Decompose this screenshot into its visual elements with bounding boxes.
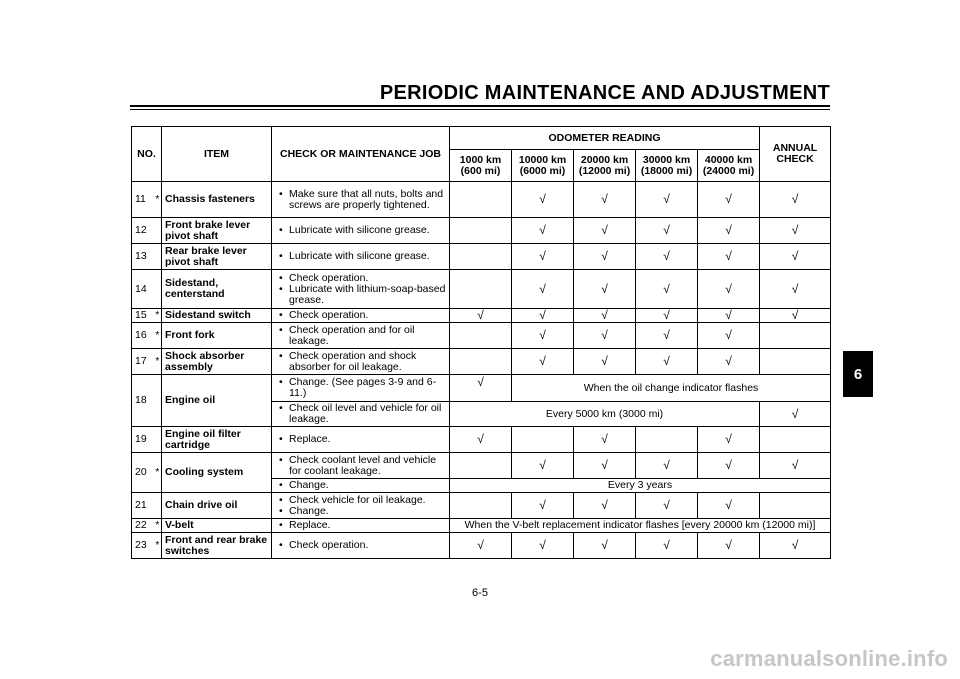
row-star: * [154,323,162,349]
row-item: Sidestand switch [162,309,272,323]
check-mark: √ [574,182,636,218]
table-row [132,244,831,270]
row-job [272,375,450,402]
check-mark: √ [698,533,760,559]
row-star: * [154,453,162,493]
check-mark: √ [574,309,636,323]
check-mark: √ [636,493,698,519]
job-line: • Check operation. [278,273,446,284]
check-mark: √ [574,493,636,519]
row-job [272,218,450,244]
header-km-col [574,150,636,182]
job-line: • Lubricate with silicone grease. [278,225,446,236]
header-km-col [450,150,512,182]
table-row [132,323,831,349]
row-star [154,375,162,427]
check-mark: √ [574,349,636,375]
row-item: V-belt [162,519,272,533]
check-mark: √ [760,453,831,479]
check-mark: √ [698,244,760,270]
check-mark: √ [512,218,574,244]
header-km-col [512,150,574,182]
row-job [272,244,450,270]
row-number: 23 [132,533,154,559]
mi-label: (12000 mi) [578,164,631,177]
row-number: 16 [132,323,154,349]
check-mark: √ [636,533,698,559]
header-item: ITEM [162,127,272,182]
job-line: • Change. [278,506,446,517]
check-mark: √ [636,323,698,349]
check-mark: √ [636,453,698,479]
check-mark: √ [698,349,760,375]
row-item: Engine oil [162,375,272,427]
check-mark: √ [760,309,831,323]
check-mark: √ [574,218,636,244]
check-cell [450,244,512,270]
check-mark: √ [574,453,636,479]
check-mark: √ [574,270,636,309]
row-star: * [154,533,162,559]
row-number: 12 [132,218,154,244]
check-mark: √ [698,453,760,479]
row-item: Engine oil filter cartridge [162,427,272,453]
row-job [272,493,450,519]
job-line: • Check coolant level and vehicle for coolant leakage. [278,455,446,477]
header-annual-line1: ANNUAL [772,142,818,154]
check-mark: √ [698,218,760,244]
row-star: * [154,182,162,218]
table-row [132,182,831,218]
check-cell [512,427,574,453]
check-cell [450,182,512,218]
check-mark: √ [636,349,698,375]
row-item: Shock absorber assembly [162,349,272,375]
header-no: NO. [132,127,162,182]
interval-span: Every 3 years [450,479,831,493]
row-item: Rear brake lever pivot shaft [162,244,272,270]
header-odometer: ODOMETER READING [450,127,760,150]
job-line: • Check operation and for oil leakage. [278,325,446,347]
row-item: Front fork [162,323,272,349]
row-number: 15 [132,309,154,323]
row-job [272,402,450,427]
row-number: 13 [132,244,154,270]
check-cell [760,323,831,349]
interval-span: Every 5000 km (3000 mi) [450,402,760,427]
job-line: • Check operation. [278,310,446,321]
row-job [272,270,450,309]
row-number: 14 [132,270,154,309]
row-job [272,519,450,533]
row-star [154,218,162,244]
job-line: • Check operation. [278,540,446,551]
check-cell [450,453,512,479]
page-title: PERIODIC MAINTENANCE AND ADJUSTMENT [379,82,830,104]
km-label: 40000 km [704,153,753,166]
header-km-col [698,150,760,182]
check-mark: √ [512,244,574,270]
title-rule-thin [130,109,830,110]
check-mark: √ [760,270,831,309]
check-mark: √ [512,323,574,349]
job-line: • Check vehicle for oil leakage. [278,495,446,506]
row-number: 19 [132,427,154,453]
check-cell [636,427,698,453]
job-line: • Make sure that all nuts, bolts and screws are properly tightened. [278,189,446,211]
check-mark: √ [574,427,636,453]
check-mark: √ [698,182,760,218]
check-mark: √ [512,453,574,479]
row-job [272,309,450,323]
table-row [132,309,831,323]
job-line: • Change. [278,480,446,491]
row-job [272,479,450,493]
table-row [132,375,831,402]
check-mark: √ [698,427,760,453]
row-number: 22 [132,519,154,533]
row-job [272,453,450,479]
header-annual [760,127,831,182]
km-label: 10000 km [518,153,567,166]
check-mark: √ [450,427,512,453]
title-rule [130,105,830,107]
check-mark: √ [450,533,512,559]
job-line: • Lubricate with lithium-soap-based grease. [278,284,446,306]
table-row [132,427,831,453]
check-cell [450,218,512,244]
row-number: 21 [132,493,154,519]
check-mark: √ [512,182,574,218]
job-line: • Lubricate with silicone grease. [278,251,446,262]
row-number: 18 [132,375,154,427]
row-number: 20 [132,453,154,493]
check-cell [450,270,512,309]
check-cell [450,493,512,519]
table-row [132,218,831,244]
row-job [272,323,450,349]
row-star: * [154,309,162,323]
row-job [272,349,450,375]
check-mark: √ [450,375,512,402]
row-item: Sidestand, centerstand [162,270,272,309]
check-mark: √ [636,270,698,309]
row-star: * [154,519,162,533]
row-star [154,244,162,270]
job-line: • Replace. [278,520,446,531]
check-cell [450,323,512,349]
table-row [132,519,831,533]
check-mark: √ [574,533,636,559]
check-cell [450,349,512,375]
check-mark: √ [760,533,831,559]
row-item: Chain drive oil [162,493,272,519]
interval-span: When the V-belt replacement indicator flashes [every 20000 km (12000 mi)] [450,519,831,533]
row-star [154,427,162,453]
check-mark: √ [698,323,760,349]
table-row [132,533,831,559]
check-mark: √ [636,244,698,270]
check-mark: √ [512,309,574,323]
header-km-col [636,150,698,182]
check-mark: √ [574,244,636,270]
check-cell [760,349,831,375]
check-mark: √ [698,493,760,519]
check-mark: √ [760,218,831,244]
mi-label: (18000 mi) [640,164,693,177]
km-label: 1000 km [459,153,502,166]
table-row [132,453,831,479]
header-job: CHECK OR MAINTENANCE JOB [272,127,450,182]
check-mark: √ [512,493,574,519]
row-item: Cooling system [162,453,272,493]
interval-span: When the oil change indicator flashes [512,375,831,402]
header-annual-line2: CHECK [776,153,814,165]
job-line: • Check oil level and vehicle for oil leakage. [278,403,446,425]
row-item: Chassis fasteners [162,182,272,218]
check-mark: √ [760,182,831,218]
page-number: 6-5 [472,587,488,599]
check-mark: √ [636,309,698,323]
maintenance-table [131,126,831,559]
check-mark: √ [698,309,760,323]
check-cell [760,427,831,453]
row-number: 11 [132,182,154,218]
check-mark: √ [512,533,574,559]
check-mark: √ [760,244,831,270]
row-number: 17 [132,349,154,375]
km-label: 20000 km [580,153,629,166]
section-tab: 6 [843,351,873,397]
row-item: Front and rear brake switches [162,533,272,559]
check-mark: √ [760,402,831,427]
row-star [154,493,162,519]
table-row [132,493,831,519]
mi-label: (6000 mi) [519,164,566,177]
row-star: * [154,349,162,375]
check-mark: √ [636,182,698,218]
check-mark: √ [636,218,698,244]
mi-label: (600 mi) [460,164,501,177]
check-cell [760,493,831,519]
row-star [154,270,162,309]
check-mark: √ [512,270,574,309]
watermark: carmanualsonline.info [710,646,948,671]
check-mark: √ [450,309,512,323]
table-row [132,270,831,309]
job-line: • Check operation and shock absorber for oil leakage. [278,351,446,373]
check-mark: √ [698,270,760,309]
check-mark: √ [574,323,636,349]
job-line: • Change. (See pages 3-9 and 6-11.) [278,377,446,399]
km-label: 30000 km [642,153,691,166]
mi-label: (24000 mi) [702,164,755,177]
table-row [132,349,831,375]
job-line: • Replace. [278,434,446,445]
row-job [272,182,450,218]
check-mark: √ [512,349,574,375]
row-job [272,427,450,453]
row-job [272,533,450,559]
row-item: Front brake lever pivot shaft [162,218,272,244]
